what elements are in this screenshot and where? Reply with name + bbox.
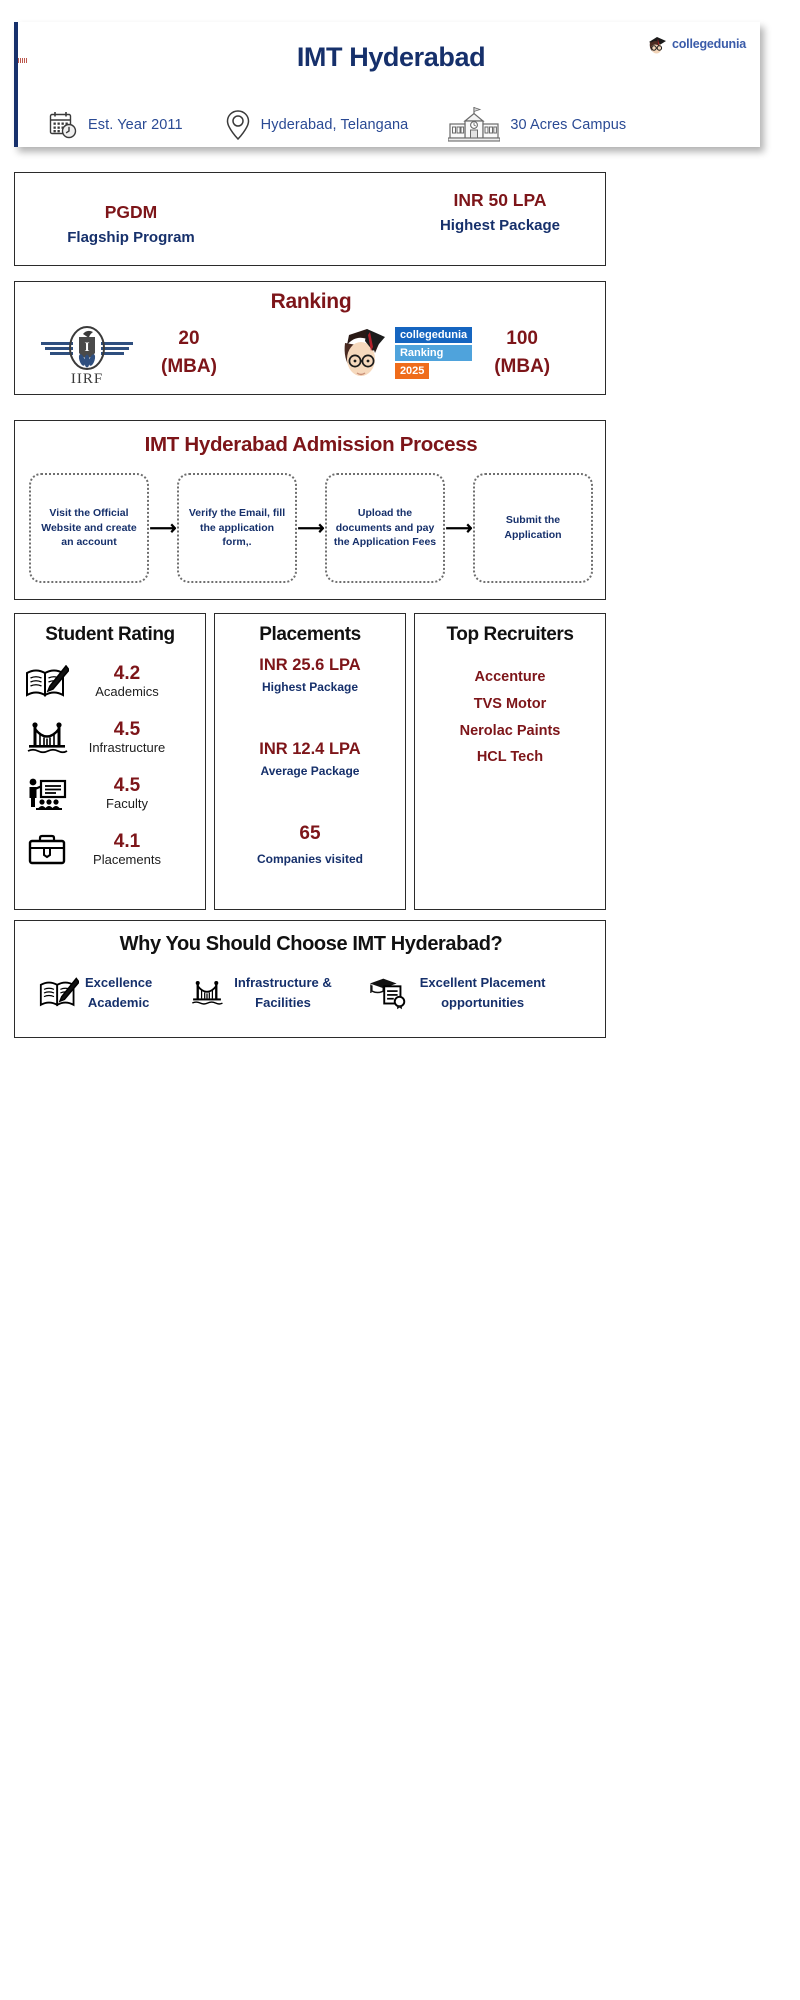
why-choose-card — [14, 920, 606, 1038]
rating-label: Placements — [93, 851, 161, 867]
highlights-card — [14, 172, 606, 266]
placement-label: Highest Package — [261, 680, 359, 695]
rating-text — [79, 664, 175, 701]
svg-text:IIRF: IIRF — [70, 371, 104, 386]
rating-label: Academics — [95, 683, 159, 699]
package-value: INR 50 LPA — [453, 190, 547, 210]
why-item-line2: opportunities — [441, 994, 525, 1010]
highlight-program — [51, 199, 211, 249]
placement-item — [215, 652, 405, 698]
iirf-logo-icon — [39, 320, 135, 386]
ranking-entry-iirf — [39, 320, 217, 386]
top-recruiters-title: Top Recruiters — [446, 624, 574, 645]
briefcase-icon — [25, 833, 69, 867]
admission-step: Visit the Official Website and create an account — [29, 473, 149, 583]
arrow-right-icon: ⟶ — [445, 517, 473, 539]
why-item-line1: Infrastructure & — [234, 975, 332, 990]
program-label: Flagship Program — [67, 229, 195, 247]
ranking-entry-collegedunia — [337, 321, 550, 385]
degree-certificate-icon — [368, 976, 410, 1010]
page-title: IMT Hyderabad — [296, 42, 486, 72]
admission-step: Verify the Email, fill the application form,. — [177, 473, 297, 583]
why-item-placements — [368, 973, 546, 1012]
brand-name: collegedunia — [671, 37, 746, 51]
recruiter-item: TVS Motor — [473, 695, 547, 712]
why-choose-title: Why You Should Choose IMT Hyderabad? — [119, 933, 503, 955]
teacher-class-icon — [25, 777, 69, 811]
why-item-academics — [39, 973, 152, 1012]
recruiter-item: Accenture — [474, 669, 546, 685]
top-recruiters-card — [414, 613, 606, 910]
badge-year: 2025 — [395, 363, 429, 379]
book-pencil-icon — [25, 665, 69, 699]
fact-label: Est. Year 2011 — [88, 117, 183, 133]
recruiters-list — [415, 664, 605, 771]
badge-ranking: Ranking — [395, 345, 472, 361]
fact-location — [225, 109, 409, 141]
why-choose-items — [25, 973, 597, 1012]
placement-value: INR 12.4 LPA — [259, 739, 361, 758]
student-rating-list — [15, 654, 205, 878]
header-card — [14, 22, 760, 147]
svg-text:I: I — [84, 339, 90, 354]
package-label: Highest Package — [439, 217, 561, 235]
fact-label: Hyderabad, Telangana — [260, 117, 409, 133]
ranking-rank: 100 — [506, 328, 538, 350]
placement-item — [215, 736, 405, 782]
book-pencil-icon — [39, 977, 79, 1009]
rating-value: 4.5 — [113, 774, 141, 796]
collegedunia-ranking-icon — [337, 321, 393, 385]
collegedunia-logo — [646, 34, 746, 54]
placement-label: Companies visited — [256, 851, 364, 866]
placement-item — [215, 819, 405, 869]
rating-value: 4.5 — [113, 718, 141, 740]
fact-label: 30 Acres Campus — [510, 117, 627, 133]
header-facts — [18, 102, 764, 148]
rating-row — [15, 654, 205, 710]
why-item-line1: Excellence — [85, 975, 153, 990]
rating-label: Faculty — [106, 795, 148, 811]
why-item-infrastructure — [190, 973, 332, 1012]
placement-label: Average Package — [260, 763, 360, 778]
calendar-clock-icon — [48, 110, 78, 140]
placements-card — [214, 613, 406, 910]
graduate-avatar-icon — [646, 34, 668, 54]
admission-steps — [29, 473, 593, 583]
placement-value: 65 — [299, 823, 321, 845]
ranking-rank: 20 — [178, 328, 200, 350]
bridge-icon — [25, 721, 69, 755]
why-item-text — [85, 973, 152, 1012]
ranking-title: Ranking — [270, 290, 352, 313]
location-pin-icon — [225, 109, 251, 141]
rating-text — [79, 720, 175, 757]
ranking-row — [15, 316, 607, 390]
fact-campus — [448, 107, 626, 143]
why-item-line2: Academic — [87, 994, 150, 1010]
collegedunia-badges — [395, 327, 472, 379]
ranking-value-block — [494, 325, 550, 380]
why-item-line2: Facilities — [255, 994, 311, 1010]
recruiter-item: Nerolac Paints — [459, 722, 561, 739]
ranking-value-block — [161, 325, 217, 380]
placements-title: Placements — [259, 624, 361, 645]
fact-established — [48, 110, 183, 140]
recruiter-item: HCL Tech — [476, 749, 544, 766]
program-value: PGDM — [104, 202, 158, 222]
student-rating-title: Student Rating — [45, 624, 175, 645]
placements-list — [215, 648, 405, 869]
ranking-category: (MBA) — [494, 356, 551, 377]
rating-row — [15, 822, 205, 878]
why-item-text — [420, 973, 546, 1012]
campus-building-icon — [448, 107, 500, 143]
arrow-right-icon: ⟶ — [297, 517, 325, 539]
rating-text — [79, 776, 175, 813]
rating-label: Infrastructure — [88, 739, 166, 755]
highlight-package — [405, 187, 595, 237]
ranking-card — [14, 281, 606, 395]
ranking-category: (MBA) — [161, 356, 217, 377]
rating-row — [15, 710, 205, 766]
admission-step: Upload the documents and pay the Application Fees — [325, 473, 445, 583]
why-item-text — [234, 973, 332, 1012]
badge-collegedunia: collegedunia — [395, 327, 472, 343]
why-item-line1: Excellent Placement — [419, 975, 546, 990]
admission-step: Submit the Application — [473, 473, 593, 583]
bridge-icon — [190, 977, 224, 1009]
rating-value: 4.2 — [113, 662, 141, 684]
rating-value: 4.1 — [113, 830, 141, 852]
placement-value: INR 25.6 LPA — [259, 656, 361, 674]
rating-text — [79, 832, 175, 869]
admission-process-card — [14, 420, 606, 600]
arrow-right-icon: ⟶ — [149, 517, 177, 539]
student-rating-card — [14, 613, 206, 910]
admission-title: IMT Hyderabad Admission Process — [144, 433, 478, 456]
rating-row — [15, 766, 205, 822]
